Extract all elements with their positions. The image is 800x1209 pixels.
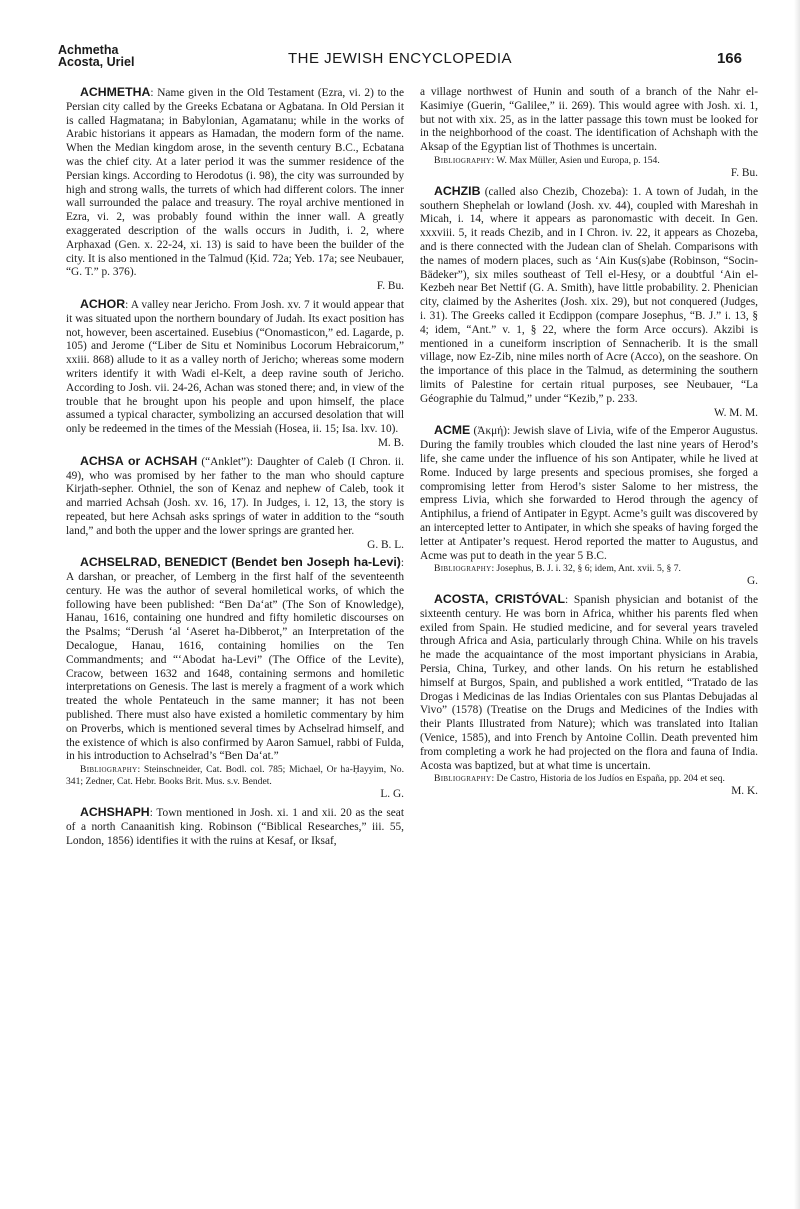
bibliography-label: Bibliography: [434, 773, 492, 785]
entry-body: (“Anklet”): Daughter of Caleb (I Chron. ii. 49), who was promised by her father to the man who should capture Kirjath-sepher. Othniel, the son of Kenaz and nephew of Caleb, took it and married Achsah (Josh. xv. 16, 17). In Judges, i. 12, 13, the story is repeated, but here Achsah asks springs of water in addition to the “south land,” and both the upper and the lower springs are granted her.: [66, 455, 404, 537]
bibliography-label: Bibliography: [434, 563, 492, 575]
headword: ACHZIB: [434, 183, 481, 198]
page-edge-shadow: [794, 0, 800, 1209]
entry-achshaph: [66, 806, 404, 848]
author-signature: M. K.: [731, 785, 758, 798]
bibliography: [420, 155, 758, 167]
headword: ACOSTA, CRISTÓVAL: [434, 592, 565, 607]
entry-achmetha: [66, 86, 404, 294]
running-head-title: THE JEWISH ENCYCLOPEDIA: [287, 50, 513, 67]
running-head-last-word: Acosta, Uriel: [58, 55, 135, 69]
entry-body: (called also Chezib, Chozeba): 1. A town of Judah, in the southern Shephelah or lowland (Josh. xv. 44), coupled with Mareshah in Micah, i. 14, where it appears as paronomastic with deceit. In Gen. xxxviii. 5, it reads Chezib, and in I Chron. iv. 22, it appears as Chozeba, and is there connected with the Judean clan of Shelah. Comparisons with the names of modern places, such as ‘Ain Kus(s)abe (Robinson, “Socin-Bädeker”), six miles southeast of Tell el-Hesy, or a doubtful ‘Ain el-Kezbeh near Bet Nettif (G. A. Smith), have little probability. 2. Phenician city, claimed by the Asherites (Josh. xix. 29), but not conquered (Judges, i. 31). The Greeks called it Ecdippon (compare Josephus, “B. J.” i. 13, § 4; idem, “Ant.” v. 1, § 22, where the form Arce occurs). Akzibi is mentioned in a cuneiform inscription of Sennacherib. It is the small village, now Ez-Zib, nine miles north of Acre (Acco), on the seashore. On the importance of this place in the Talmud, as determining the southern limits of Palestine for certain ritual purposes, see Neubauer, “La Géographie du Talmud,” under “Kezib,” p. 233.: [420, 185, 758, 405]
entry-achshaph-continued: [420, 86, 758, 181]
bibliography: [420, 773, 758, 785]
entry-body: : A darshan, or preacher, of Lemberg in the first half of the seventeenth century. He was the author of several homiletical works, of which the following have been published: “Ben Da‘at” (The Son of Knowledge), Hanau, 1616, containing one hundred and fifty homiletic discourses on the Psalms; “Derush ‘al ‘Aseret ha-Dibberot,” an Interpretation of the Decalogue, Hanau, 1616, containing homilies on the Ten Commandments; and “‘Abodat ha-Levi” (The Office of the Levite), Cracow, between 1632 and 1648, containing sermons and homiletic interpretations on Genesis. The last is merely a fragment of a work which treated the whole Pentateuch in the same manner; it has not been published. There must also have existed a homiletic commentary by him on Proverbs, which is mentioned several times by Achselrad himself, and the existence of which is also confirmed by Aaron Samuel, rabbi of Fulda, in his introduction to Achselrad’s “Ben Da‘at.”: [66, 557, 404, 763]
headword: ACHSHAPH: [80, 805, 150, 820]
entry-body: a village northwest of Hunin and south of a branch of the Nahr el-Kasimiye (Guerin, “Galilee,” ii. 269). This would agree with Josh. xi. 1, but not with xix. 25, as in the latter passage this town must be looked for in the neighborhood of the coast. The identification of Achshaph with the Aksap of the Egyptian list of Thothmes is uncertain.: [420, 86, 758, 154]
page-number: 166: [716, 50, 742, 67]
running-head-first-word: Achmetha: [58, 43, 119, 57]
bibliography-label: Bibliography: [80, 764, 138, 776]
entry-achzib: [420, 185, 758, 421]
entry-achor: [66, 298, 404, 451]
bibliography-text: : Steinschneider, Cat. Bodl. col. 785; Michael, Or ha-Ḥayyim, No. 341; Zedner, Cat. Hebr. Books Brit. Mus. s.v. Bendet.: [66, 764, 404, 788]
entry-body: : A valley near Jericho. From Josh. xv. 7 it would appear that it was situated upon the northern boundary of Judah. Its exact position has not, however, been ascertained. Eusebius (“Onomasticon,” ed. Lagarde, p. 105) and Jerome (“Liber de Situ et Nominibus Locorum Hebraicorum,” xxiii. 868) allude to it as a valley north of Jericho; whereas some modern writers identify it with Wadi el-Kelt, a deep ravine south of Jericho. According to Josh. vii. 24-26, Achan was stoned there; and, in view of the trouble that he brought upon his people and upon himself, the place assumed a typical character, symbolizing an accursed desolation that will only be redeemed in the times of the Messiah (Hosea, ii. 15; Isa. lxv. 10).: [66, 298, 404, 436]
bibliography-text: : De Castro, Historia de los Judíos en España, pp. 204 et seq.: [491, 773, 725, 785]
entry-body: : Name given in the Old Testament (Ezra, vi. 2) to the Persian city called by the Greeks Ecbatana or Agbatana. In Old Persian it is called Hagmatana; in Babylonian, Agamatanu; while in the works of Arabic historians it appears as Hamadan, the modern form of the name. When the Median kingdom arose, in the seventh century B.C., Ecbatana was the chief city. At a later period it was the summer residence of the Persian kings. According to Herodotus (i. 98), the city was surrounded by high and strong walls, the turrets of which had different colors. The inner wall surrounded the palace and treasury. The royal archive mentioned in Ezra, vi. 2, was probably found within the inner wall. A greatly exaggerated description of the walls occurs in Judith, i. 2, where Arphaxad (Gen. x. 22-24, xi. 13) is said to have been the builder of the city. It is also mentioned in the Talmud (Ḳid. 72a; Yeb. 17a; see Neubauer, “G. T.” p. 376).: [66, 87, 404, 279]
author-signature: G.: [746, 575, 758, 588]
author-signature: G. B. L.: [367, 538, 404, 551]
author-signature: F. Bu.: [376, 280, 404, 293]
bibliography: [420, 563, 758, 575]
entry-achselrad: [66, 556, 404, 802]
author-signature: L. G.: [380, 788, 404, 801]
entry-acosta-cristoval: [420, 593, 758, 799]
headword: ACHSELRAD, BENEDICT (Bendet ben Joseph ha-Levi): [80, 555, 401, 570]
entry-body: : Spanish physician and botanist of the sixteenth century. He was born in Africa, whither his parents fled when exiled from Spain. He studied medicine, and for several years traveled through Africa and Asia, particularly through China. While on his travels he made the acquaintance of the most important physicians in Arabia, Persia, China, Turkey, and other lands. On his return he established himself at Burgos, Spain, and published a work entitled, “Tratado de las Drogas i Medicinas de las Indias Orientales con sus Plantas Debujadas al Vivo” (1578) (Treatise on the Drugs and Medicines of the Indies with their Plants Illustrated from Nature); which was translated into Italian (Venice, 1585), and into French by Antoine Collin. Death prevented him from completing a work he had projected on the flora and fauna of India. Acosta was baptized, but at what time is uncertain.: [420, 594, 758, 772]
headword: ACHOR: [80, 296, 126, 311]
entry-body: : Town mentioned in Josh. xi. 1 and xii. 20 as the seat of a north Canaanitish king. Robinson (“Biblical Researches,” iii. 55, London, 1856) identifies it with the ruins at Kesaf, or Iksaf,: [66, 807, 404, 847]
bibliography-text: : W. Max Müller, Asien und Europa, p. 154.: [491, 154, 660, 166]
author-signature: M. B.: [377, 436, 404, 449]
headword: ACME: [434, 423, 471, 438]
entry-achsa: [66, 455, 404, 553]
entry-acme: [420, 424, 758, 589]
author-signature: W. M. M.: [713, 406, 758, 419]
headword: ACHSA or ACHSAH: [80, 453, 198, 468]
author-signature: F. Bu.: [730, 166, 758, 179]
bibliography-label: Bibliography: [434, 154, 492, 166]
left-column: [66, 86, 404, 852]
entry-body: (Ἀκμή): Jewish slave of Livia, wife of the Emperor Augustus. During the family troubles which clouded the last nine years of Herod’s life, she came under the influence of his son Antipater, while he lived at Rome. Induced by large presents and specious promises, she forged a compromising letter from Herod’s sister Salome to her mistress, the empress Livia, which she forwarded to Herod through the agency of Antiphilus, a friend of Antipater in Egypt. Acme’s guilt was discovered by an intercepted letter to Antipater, in which she speaks of having forged the letter at Antipater’s request. Herod reported the matter to Augustus, and Acme was put to death in the year 5 B.C.: [420, 425, 758, 562]
bibliography: [66, 764, 404, 788]
right-column: [420, 86, 758, 803]
bibliography-text: : Josephus, B. J. i. 32, § 6; idem, Ant. xvii. 5, § 7.: [491, 563, 681, 575]
headword: ACHMETHA: [80, 85, 151, 99]
